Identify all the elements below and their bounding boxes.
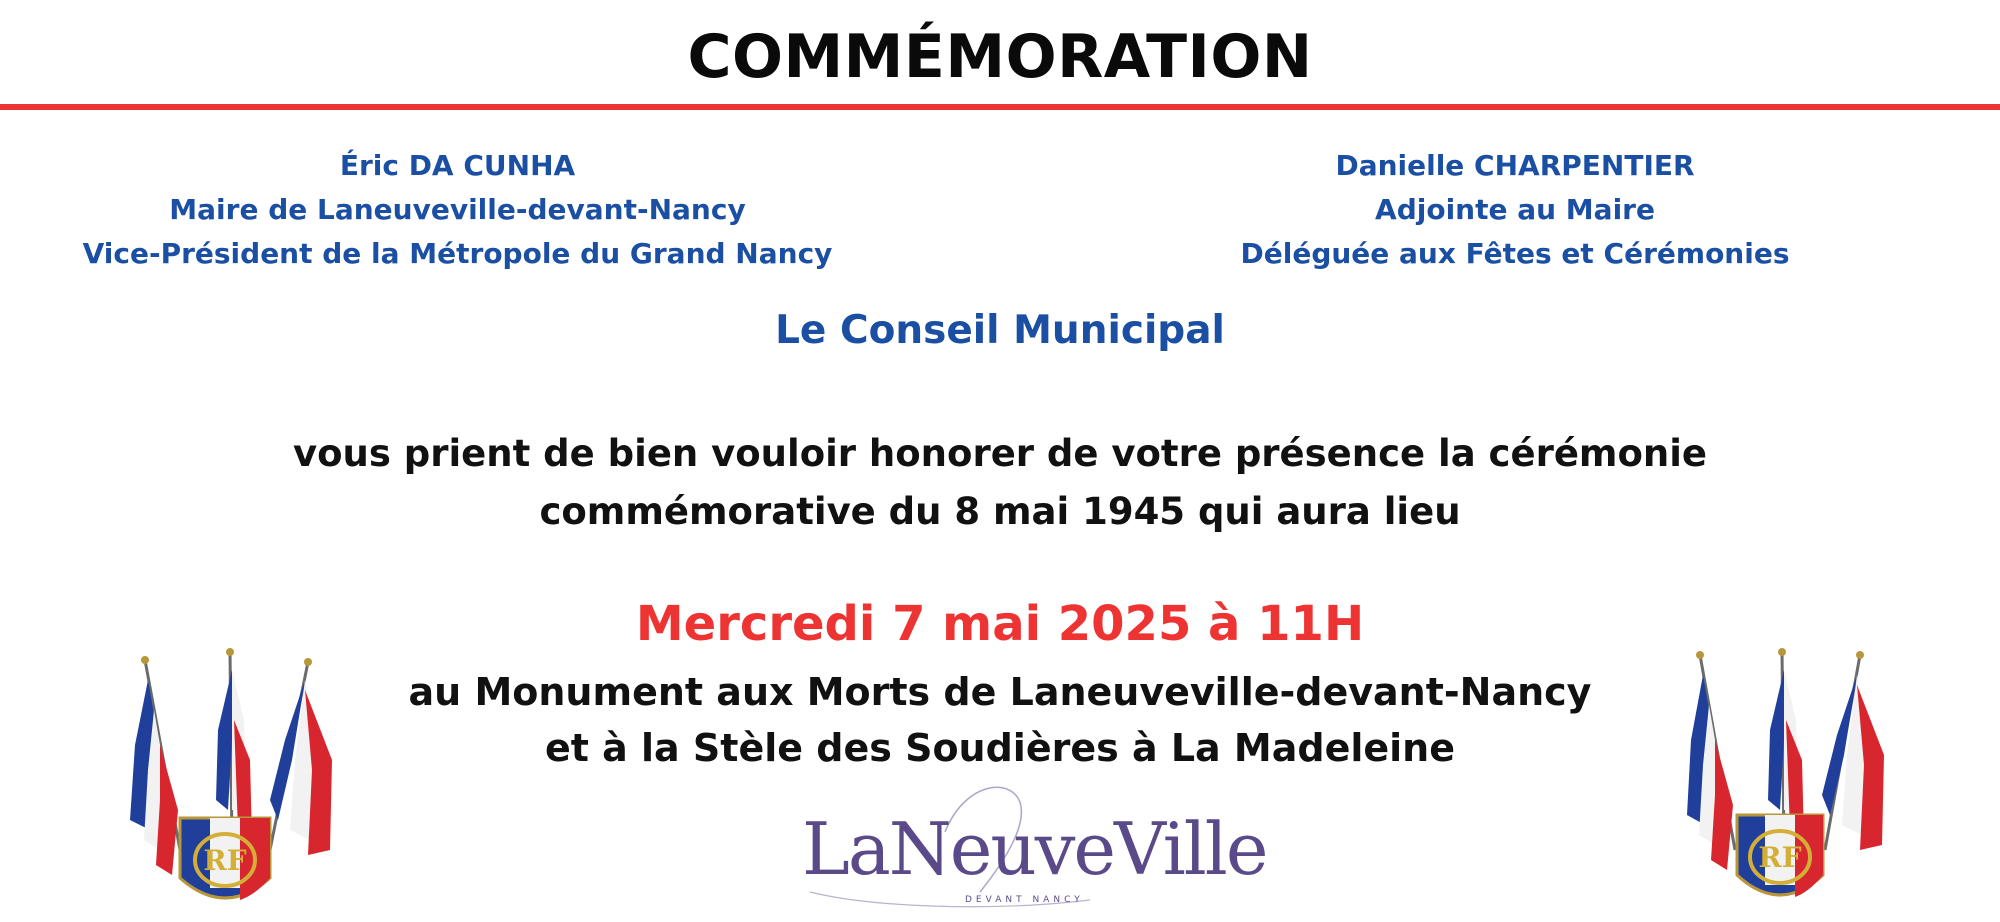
laneuveville-logo bbox=[790, 772, 1267, 917]
logo-wordmark: LaNeuveVille bbox=[802, 807, 1267, 891]
flag-center bbox=[216, 670, 252, 840]
french-flags-emblem-right bbox=[1685, 650, 1915, 920]
invitation-text bbox=[0, 425, 2000, 541]
mayor-block bbox=[40, 144, 875, 276]
rf-shield bbox=[180, 818, 270, 900]
rf-initials: RF bbox=[203, 844, 247, 877]
deputy-name: Danielle CHARPENTIER bbox=[1335, 149, 1695, 182]
mayor-name: Éric DA CUNHA bbox=[339, 149, 576, 182]
rf-shield bbox=[1737, 815, 1823, 897]
event-date: Mercredi 7 mai 2025 à 11H bbox=[635, 596, 1365, 652]
deputy-role: Adjointe au Maire bbox=[1375, 193, 1655, 226]
council-heading: Le Conseil Municipal bbox=[775, 308, 1225, 353]
invitation-line-2: commémorative du 8 mai 1945 qui aura lieu bbox=[539, 490, 1461, 533]
location-line-1: au Monument aux Morts de Laneuveville-devant-Nancy bbox=[408, 670, 1592, 714]
page-title: COMMÉMORATION bbox=[687, 22, 1313, 92]
title-divider bbox=[0, 104, 2000, 110]
deputy-role-delegation: Déléguée aux Fêtes et Cérémonies bbox=[1240, 237, 1790, 270]
location-line-2: et à la Stèle des Soudières à La Madeleine bbox=[544, 726, 1455, 770]
flag-right bbox=[270, 680, 332, 855]
mayor-role: Maire de Laneuveville-devant-Nancy bbox=[169, 193, 746, 226]
french-flags-emblem-left bbox=[120, 650, 350, 920]
rf-initials: RF bbox=[1758, 841, 1802, 874]
invitation-line-1: vous prient de bien vouloir honorer de votre présence la cérémonie bbox=[292, 432, 1708, 475]
logo-subtext: DEVANT NANCY bbox=[965, 895, 1084, 905]
mayor-role-metropole: Vice-Président de la Métropole du Grand Nancy bbox=[82, 237, 833, 270]
deputy-block bbox=[1215, 144, 1815, 276]
